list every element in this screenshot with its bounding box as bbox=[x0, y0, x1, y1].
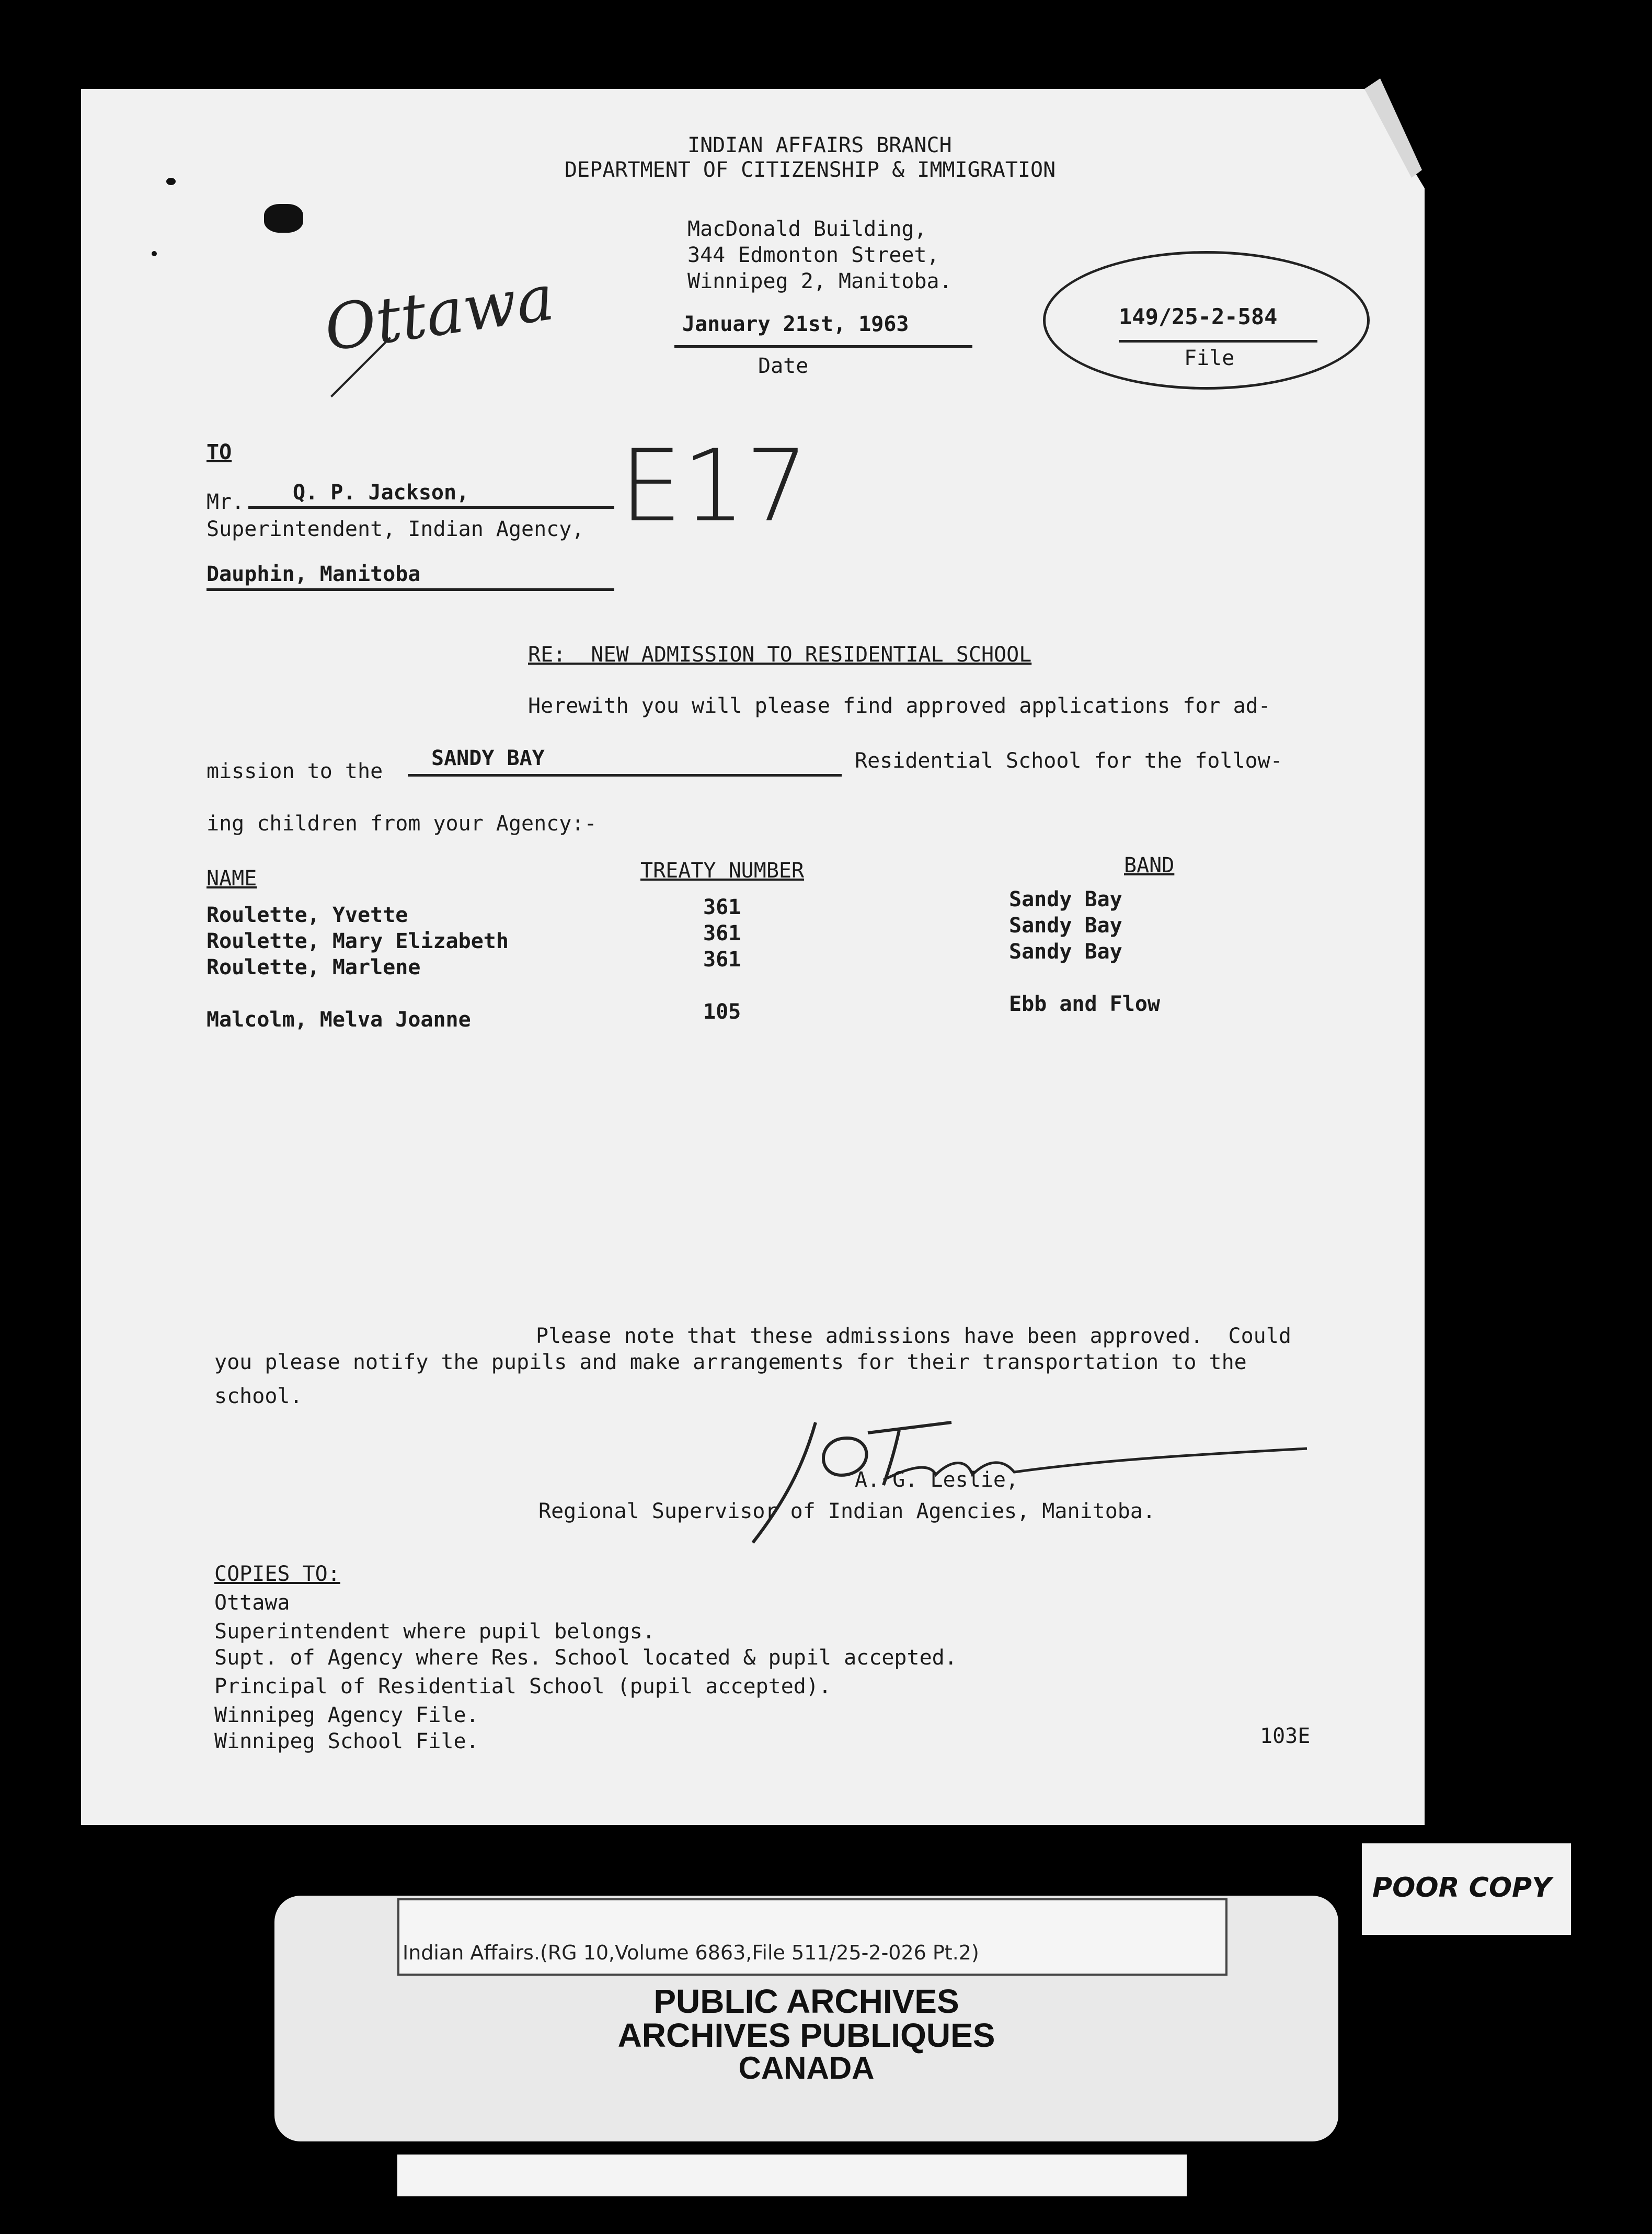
subject-line: RE: NEW ADMISSION TO RESIDENTIAL SCHOOL bbox=[528, 643, 1032, 667]
ink-blot bbox=[264, 204, 303, 233]
address-line-3: Winnipeg 2, Manitoba. bbox=[687, 269, 952, 293]
to-label: TO bbox=[206, 440, 232, 464]
table-row-name: Roulette, Yvette bbox=[206, 903, 408, 927]
department-heading: DEPARTMENT OF CITIZENSHIP & IMMIGRATION bbox=[565, 158, 1056, 182]
note-line-3: school. bbox=[214, 1384, 303, 1408]
body-line-2-end: Residential School for the follow- bbox=[855, 749, 1283, 773]
copies-item: Principal of Residential School (pupil accepted). bbox=[214, 1674, 832, 1699]
handwritten-ottawa: Ottawa bbox=[320, 261, 559, 366]
copies-item: Ottawa bbox=[214, 1591, 290, 1615]
column-header-treaty: TREATY NUMBER bbox=[640, 859, 805, 883]
column-header-band: BAND bbox=[1124, 853, 1175, 877]
school-rule bbox=[408, 774, 842, 777]
copies-item: Winnipeg Agency File. bbox=[214, 1703, 479, 1727]
table-row-treaty: 361 bbox=[703, 921, 741, 945]
table-row-name: Roulette, Mary Elizabeth bbox=[206, 929, 509, 953]
poor-copy-text: POOR COPY bbox=[1372, 1872, 1552, 1904]
addressee-title: Superintendent, Indian Agency, bbox=[206, 517, 584, 541]
body-line-2-start: mission to the bbox=[206, 759, 383, 783]
signatory-name: A. G. Leslie, bbox=[855, 1468, 1019, 1492]
addressee-rule bbox=[248, 506, 614, 509]
copies-item: Supt. of Agency where Res. School located & pupil accepted. bbox=[214, 1646, 957, 1670]
handwritten-e17: E17 bbox=[620, 428, 809, 544]
ink-speck bbox=[166, 178, 176, 185]
handwritten-signature bbox=[742, 1401, 1328, 1548]
branch-heading: INDIAN AFFAIRS BRANCH bbox=[687, 133, 952, 157]
poor-copy-stamp bbox=[1362, 1843, 1571, 1935]
file-label: File bbox=[1184, 346, 1235, 370]
ink-speck bbox=[152, 251, 157, 256]
copies-item: Superintendent where pupil belongs. bbox=[214, 1620, 655, 1644]
table-row-name: Roulette, Marlene bbox=[206, 955, 421, 979]
copies-item: Winnipeg School File. bbox=[214, 1729, 479, 1753]
date-rule bbox=[674, 345, 972, 348]
column-header-name: NAME bbox=[206, 867, 257, 891]
archive-title-line-1: PUBLIC ARCHIVES bbox=[653, 1982, 959, 2020]
address-line-2: 344 Edmonton Street, bbox=[687, 243, 939, 267]
archive-title-line-3: CANADA bbox=[738, 2050, 875, 2085]
copies-label: COPIES TO: bbox=[214, 1562, 340, 1586]
archive-title-line-2: ARCHIVES PUBLIQUES bbox=[617, 2016, 995, 2054]
table-row-band: Sandy Bay bbox=[1009, 914, 1122, 938]
address-line-1: MacDonald Building, bbox=[687, 217, 927, 241]
file-rule bbox=[1119, 340, 1317, 343]
archive-reference: Indian Affairs.(RG 10,Volume 6863,File 511/25-2-026 Pt.2) bbox=[403, 1941, 979, 1964]
body-line-1: Herewith you will please find approved applications for ad- bbox=[528, 694, 1271, 718]
date-label: Date bbox=[758, 354, 809, 378]
date-value: January 21st, 1963 bbox=[682, 312, 909, 336]
mr-label: Mr. bbox=[206, 490, 245, 514]
form-number: 103E bbox=[1260, 1724, 1311, 1748]
location-rule bbox=[206, 588, 614, 591]
table-row-treaty: 361 bbox=[703, 895, 741, 919]
table-row-band: Sandy Bay bbox=[1009, 940, 1122, 964]
signatory-title: Regional Supervisor of Indian Agencies, Manitoba. bbox=[538, 1499, 1156, 1523]
body-line-3: ing children from your Agency:- bbox=[206, 812, 597, 836]
table-row-treaty: 105 bbox=[703, 1000, 741, 1024]
archive-card-bottom bbox=[397, 2155, 1187, 2196]
addressee-name: Q. P. Jackson, bbox=[293, 481, 469, 505]
note-line-1: Please note that these admissions have been approved. Could bbox=[536, 1324, 1291, 1348]
note-line-2: you please notify the pupils and make arrangements for their transportation to the bbox=[214, 1350, 1247, 1374]
table-row-treaty: 361 bbox=[703, 948, 741, 972]
file-number: 149/25-2-584 bbox=[1119, 304, 1278, 329]
table-row-band: Ebb and Flow bbox=[1009, 992, 1160, 1016]
table-row-name: Malcolm, Melva Joanne bbox=[206, 1008, 471, 1032]
table-row-band: Sandy Bay bbox=[1009, 887, 1122, 911]
addressee-location: Dauphin, Manitoba bbox=[206, 562, 421, 586]
school-name: SANDY BAY bbox=[431, 746, 545, 770]
